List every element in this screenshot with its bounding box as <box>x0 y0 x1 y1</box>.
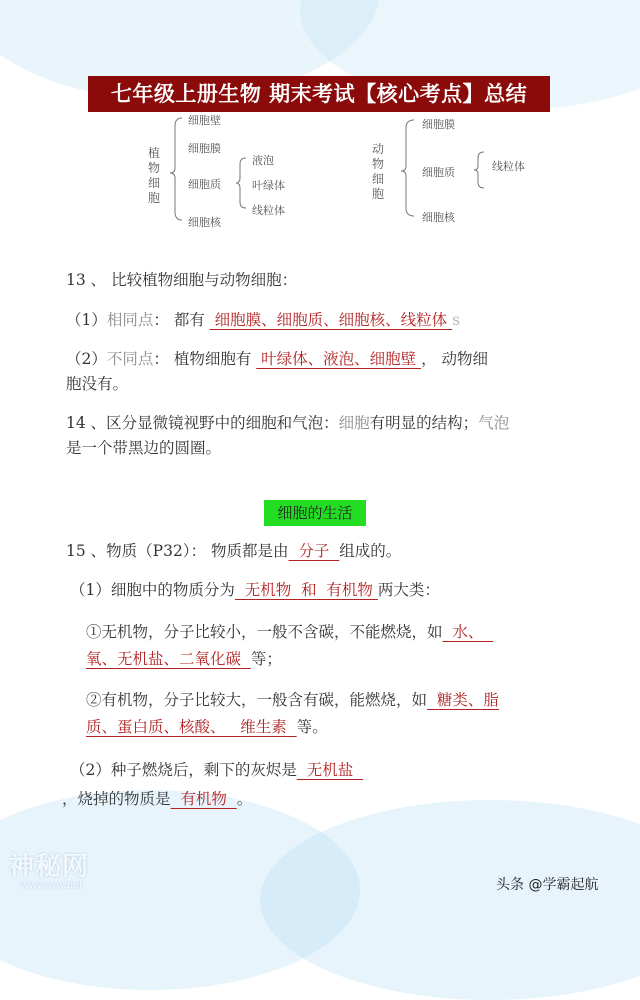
q15-organic: ②有机物，分子比较大，一般含有碳，能燃烧，如 糖类、脂 <box>86 691 499 709</box>
cell-structure-diagram <box>130 112 525 234</box>
plant-cytoplasm-sub: 线粒体 <box>252 204 285 217</box>
q13-difference: （2）不同点： 植物细胞有 叶绿体、液泡、细胞壁 ， 动物细 <box>66 350 489 368</box>
plant-cell-item: 细胞质 <box>188 178 221 191</box>
answer-blank: 有机物 <box>170 790 237 808</box>
q14-line2: 是一个带黑边的圆圈。 <box>66 439 222 457</box>
q13-similarity: （1）相同点： 都有 细胞膜、细胞质、细胞核、线粒体 s <box>66 311 461 329</box>
animal-cell-label: 动 物 细 胞 <box>372 142 385 201</box>
q15-inorganic-cont: 氧、无机盐、二氧化碳 等； <box>86 650 282 668</box>
plant-cytoplasm-sub: 叶绿体 <box>252 179 285 192</box>
page-title: 七年级上册生物 期末考试【核心考点】总结 <box>88 76 550 112</box>
answer-blank: 无机物 和 有机物 <box>234 581 378 599</box>
background-wave <box>260 800 640 1000</box>
section-heading: 细胞的生活 <box>264 500 366 526</box>
answer-blank: 氧、无机盐、二氧化碳 <box>86 650 251 668</box>
q14-line1: 14 、区分显微镜视野中的细胞和气泡：细胞有明显的结构；气泡 <box>66 414 510 432</box>
plant-cell-label: 植 物 细 胞 <box>148 146 161 205</box>
q13-difference-cont: 胞没有。 <box>66 375 129 393</box>
plant-cytoplasm-sub: 液泡 <box>252 154 274 167</box>
q15-inorganic: ①无机物，分子比较小，一般不含碳，不能燃烧，如 水、 <box>86 623 494 641</box>
plant-cell-item: 细胞壁 <box>188 114 221 127</box>
answer-blank: 细胞膜、细胞质、细胞核、线粒体 <box>209 311 453 329</box>
answer-blank: 无机盐 <box>296 761 364 779</box>
plant-cell-item: 细胞核 <box>188 216 221 229</box>
watermark-url: www.ww.net <box>20 880 84 891</box>
animal-cell-item: 细胞膜 <box>422 118 455 131</box>
q15-part2: （2）种子燃烧后，剩下的灰烬是 无机盐 <box>70 761 364 779</box>
answer-blank: 分子 <box>288 542 340 560</box>
animal-cell-item: 细胞质 <box>422 166 455 179</box>
answer-blank: 水、 <box>442 623 494 641</box>
watermark-logo: 神秘网 <box>8 852 90 882</box>
q15-heading: 15 、物质（P32）： 物质都是由 分子 组成的。 <box>66 542 402 560</box>
source-credit: 头条 @学霸起航 <box>496 877 599 893</box>
q15-part2-cont: ，烧掉的物质是 有机物 。 <box>62 790 253 808</box>
q13-heading: 13 、 比较植物细胞与动物细胞： <box>66 271 298 289</box>
q15-organic-cont: 质、蛋白质、核酸、 维生素 等。 <box>86 718 328 736</box>
plant-cell-item: 细胞膜 <box>188 142 221 155</box>
answer-blank: 叶绿体、液泡、细胞壁 <box>256 350 422 368</box>
answer-blank: 糖类、脂 <box>427 691 499 709</box>
q15-part1: （1）细胞中的物质分为 无机物 和 有机物 两大类： <box>70 581 440 599</box>
answer-blank: 质、蛋白质、核酸、 维生素 <box>86 718 297 736</box>
animal-cell-item: 细胞核 <box>422 211 455 224</box>
animal-cytoplasm-sub: 线粒体 <box>492 160 525 173</box>
